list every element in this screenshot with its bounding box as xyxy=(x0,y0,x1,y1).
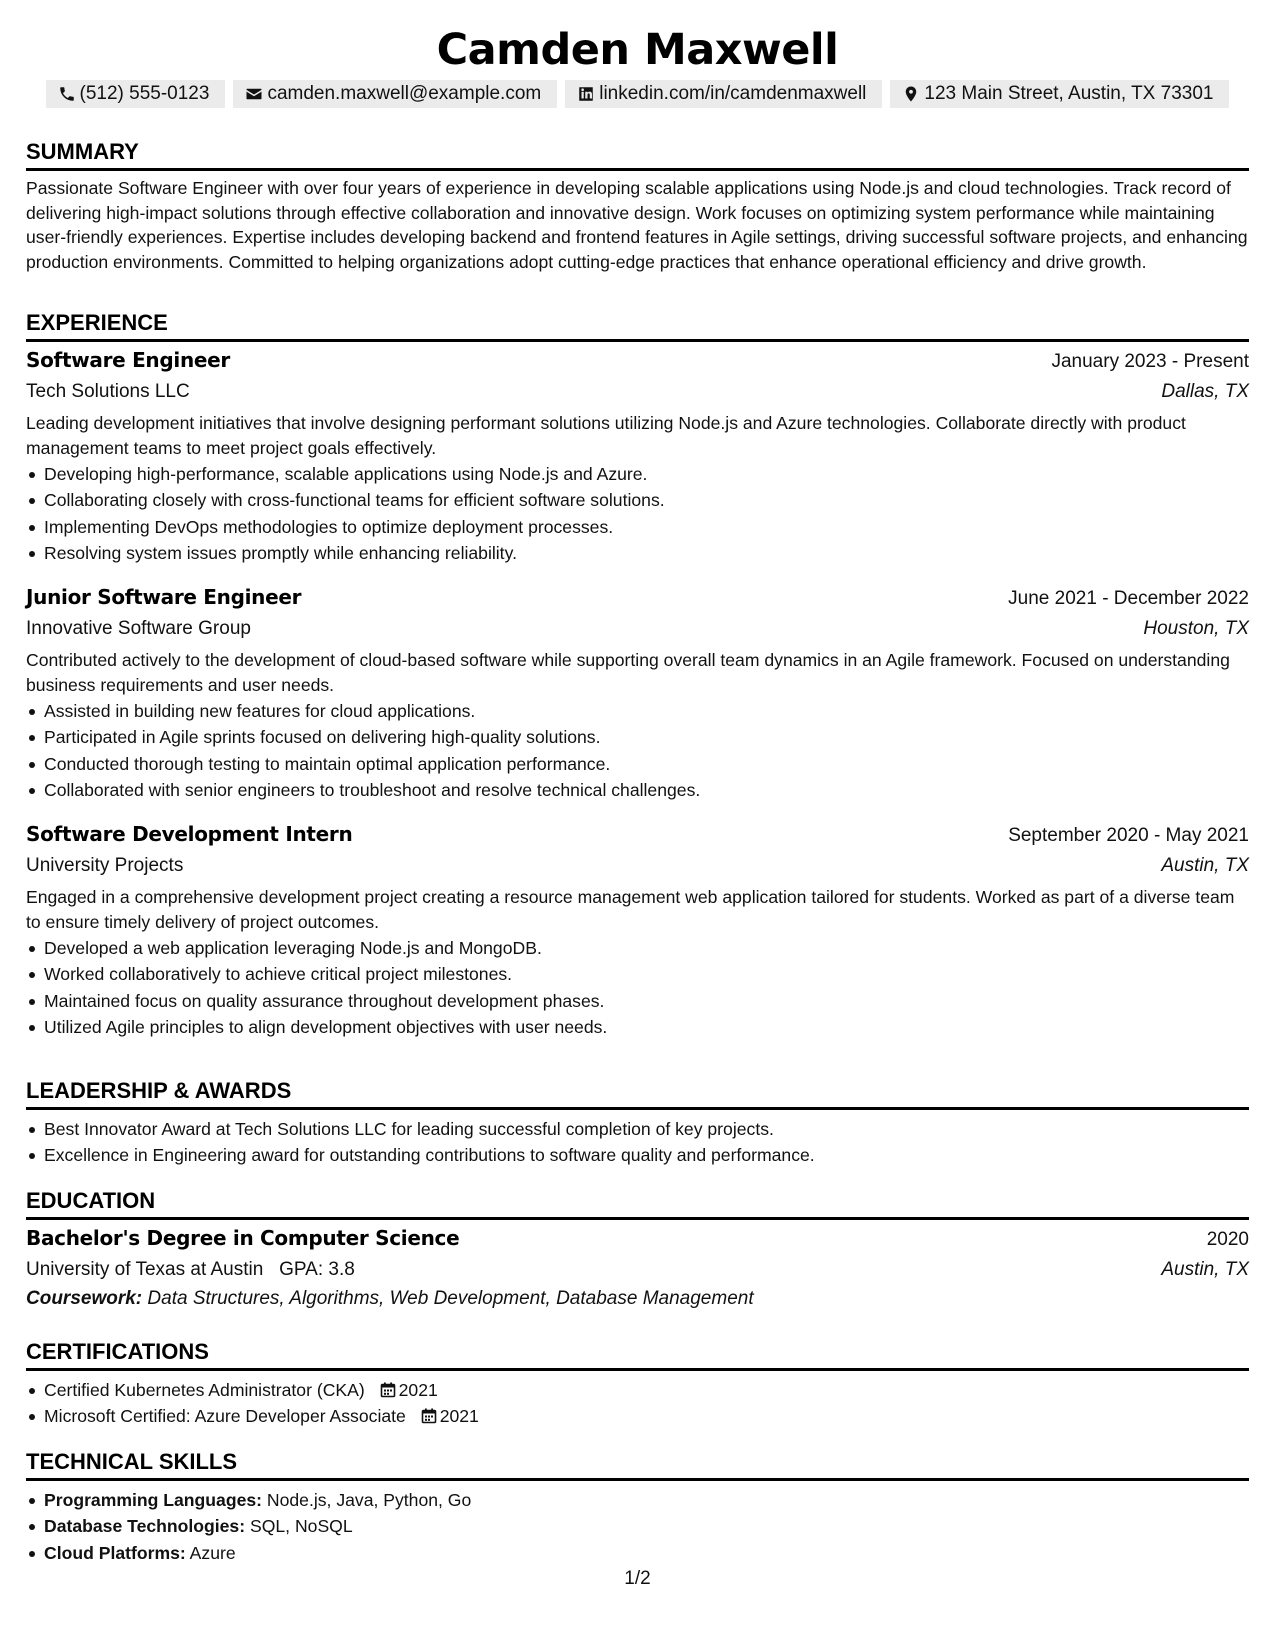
skill-value: Node.js, Java, Python, Go xyxy=(266,1490,472,1510)
experience-section xyxy=(26,309,1249,342)
job-entry xyxy=(26,346,1249,566)
list-item: Developed a web application leveraging Node.js and MongoDB. xyxy=(26,935,1249,961)
calendar-icon xyxy=(421,1408,437,1424)
coursework-label: Coursework: xyxy=(26,1288,143,1309)
list-item: Utilized Agile principles to align development objectives with user needs. xyxy=(26,1014,1249,1040)
awards-list xyxy=(26,1116,1249,1169)
job-description: Contributed actively to the development of cloud-based software while supporting overall team dynamics in an Agile framework. Focused on understanding business requirements and user needs. xyxy=(26,650,1230,695)
certifications-section xyxy=(26,1338,1249,1430)
section-divider xyxy=(26,168,1249,171)
map-pin-icon xyxy=(902,85,920,103)
education-section xyxy=(26,1187,1249,1313)
section-divider xyxy=(26,1368,1249,1371)
job-location: Houston, TX xyxy=(1143,618,1249,639)
job-date: June 2021 - December 2022 xyxy=(1008,588,1249,609)
section-divider xyxy=(26,1107,1249,1110)
certifications-list xyxy=(26,1377,1249,1430)
summary-section xyxy=(26,138,1249,274)
list-item: Developing high-performance, scalable applications using Node.js and Azure. xyxy=(26,461,1249,487)
job-bullets xyxy=(26,461,1249,566)
list-item xyxy=(26,1487,1249,1513)
job-date: September 2020 - May 2021 xyxy=(1008,825,1249,846)
list-item xyxy=(26,1403,1249,1429)
skill-value: SQL, NoSQL xyxy=(249,1516,353,1537)
job-location: Dallas, TX xyxy=(1161,381,1249,402)
skill-label: Programming Languages: xyxy=(44,1490,262,1510)
list-item xyxy=(26,1513,1249,1539)
certification-name: Microsoft Certified: Azure Developer Associate xyxy=(44,1406,406,1427)
list-item: Resolving system issues promptly while enhancing reliability. xyxy=(26,540,1249,566)
list-item: Participated in Agile sprints focused on delivering high-quality solutions. xyxy=(26,724,1249,750)
job-bullets xyxy=(26,698,1249,803)
certification-year: 2021 xyxy=(398,1380,438,1400)
section-title-certifications: CERTIFICATIONS xyxy=(26,1339,209,1364)
school-name: University of Texas at Austin xyxy=(26,1259,264,1280)
skills-section xyxy=(26,1448,1249,1566)
linkedin-text: linkedin.com/in/camdenmaxwell xyxy=(599,83,867,104)
phone-icon xyxy=(58,85,76,103)
skill-value: Azure xyxy=(189,1542,236,1563)
job-company: Innovative Software Group xyxy=(26,618,251,639)
certification-year: 2021 xyxy=(439,1406,479,1427)
job-entry xyxy=(26,583,1249,803)
job-company: Tech Solutions LLC xyxy=(26,381,190,402)
list-item: Conducted thorough testing to maintain optimal application performance. xyxy=(26,751,1249,777)
job-title: Junior Software Engineer xyxy=(26,585,302,609)
graduation-year: 2020 xyxy=(1206,1229,1249,1250)
job-title: Software Engineer xyxy=(26,348,230,372)
coursework-list: Data Structures, Algorithms, Web Development, Database Management xyxy=(147,1288,754,1309)
list-item xyxy=(26,1377,1249,1403)
section-title-summary: SUMMARY xyxy=(26,139,139,164)
contact-phone xyxy=(46,80,226,108)
skill-label: Database Technologies: xyxy=(44,1516,246,1537)
resume-page xyxy=(26,0,1249,1563)
list-item: Assisted in building new features for cloud applications. xyxy=(26,698,1249,724)
school-location: Austin, TX xyxy=(1161,1259,1249,1280)
section-title-education: EDUCATION xyxy=(26,1188,156,1213)
job-date: January 2023 - Present xyxy=(1051,351,1249,372)
job-title: Software Development Intern xyxy=(26,822,353,846)
awards-section xyxy=(26,1077,1249,1169)
job-company: University Projects xyxy=(26,855,184,876)
list-item: Best Innovator Award at Tech Solutions LLC for leading successful completion of key projects. xyxy=(26,1116,1249,1142)
list-item: Collaborating closely with cross-functional teams for efficient software solutions. xyxy=(26,487,1249,513)
page-number: 1/2 xyxy=(624,1568,651,1589)
phone-text: (512) 555-0123 xyxy=(79,83,210,104)
list-item: Implementing DevOps methodologies to optimize deployment processes. xyxy=(26,514,1249,540)
contact-email[interactable] xyxy=(233,80,557,108)
contact-address xyxy=(890,80,1229,108)
certification-name: Certified Kubernetes Administrator (CKA) xyxy=(44,1380,365,1400)
list-item: Excellence in Engineering award for outstanding contributions to software quality and performance. xyxy=(26,1142,1249,1168)
section-divider xyxy=(26,339,1249,342)
list-item: Maintained focus on quality assurance throughout development phases. xyxy=(26,988,1249,1014)
contact-linkedin[interactable] xyxy=(565,80,882,108)
job-entry xyxy=(26,820,1249,1040)
section-divider xyxy=(26,1217,1249,1220)
degree-title: Bachelor's Degree in Computer Science xyxy=(26,1226,460,1250)
email-text: camden.maxwell@example.com xyxy=(267,83,542,104)
address-text: 123 Main Street, Austin, TX 73301 xyxy=(924,83,1214,104)
section-title-experience: EXPERIENCE xyxy=(26,310,168,335)
job-description: Engaged in a comprehensive development project creating a resource management web application tailored for students. Worked as part of a diverse team to ensure timely delivery of project outcomes. xyxy=(26,887,1235,932)
calendar-icon xyxy=(380,1382,396,1398)
section-title-awards: LEADERSHIP & AWARDS xyxy=(26,1078,292,1103)
skills-list xyxy=(26,1487,1249,1566)
linkedin-icon xyxy=(577,85,595,103)
job-description: Leading development initiatives that involve designing performant solutions utilizing Node.js and Azure technologies. Collaborate directly with product management teams to meet project goals effectively. xyxy=(26,413,1186,458)
envelope-icon xyxy=(245,85,263,103)
section-title-skills: TECHNICAL SKILLS xyxy=(26,1449,238,1474)
job-location: Austin, TX xyxy=(1161,855,1249,876)
list-item: Collaborated with senior engineers to troubleshoot and resolve technical challenges. xyxy=(26,777,1249,803)
gpa: GPA: 3.8 xyxy=(279,1259,355,1280)
list-item: Worked collaboratively to achieve critical project milestones. xyxy=(26,961,1249,987)
job-bullets xyxy=(26,935,1249,1040)
skill-label: Cloud Platforms: xyxy=(44,1542,186,1563)
coursework xyxy=(26,1285,1249,1313)
candidate-name: Camden Maxwell xyxy=(436,25,839,75)
list-item xyxy=(26,1540,1249,1566)
contact-row xyxy=(26,80,1249,108)
summary-text: Passionate Software Engineer with over four years of experience in developing scalable applications using Node.js and cloud technologies. Track record of delivering high-impact solutions through effective collaboration and innovative design. Work focuses on optimizing system performance while maintaining user-friendly experiences. Expertise includes developing backend and frontend features in Agile settings, driving successful software projects, and enhancing production environments. Committed to helping organizations adopt cutting-edge practices that enhance operational efficiency and drive growth. xyxy=(26,178,1248,272)
section-divider xyxy=(26,1478,1249,1481)
